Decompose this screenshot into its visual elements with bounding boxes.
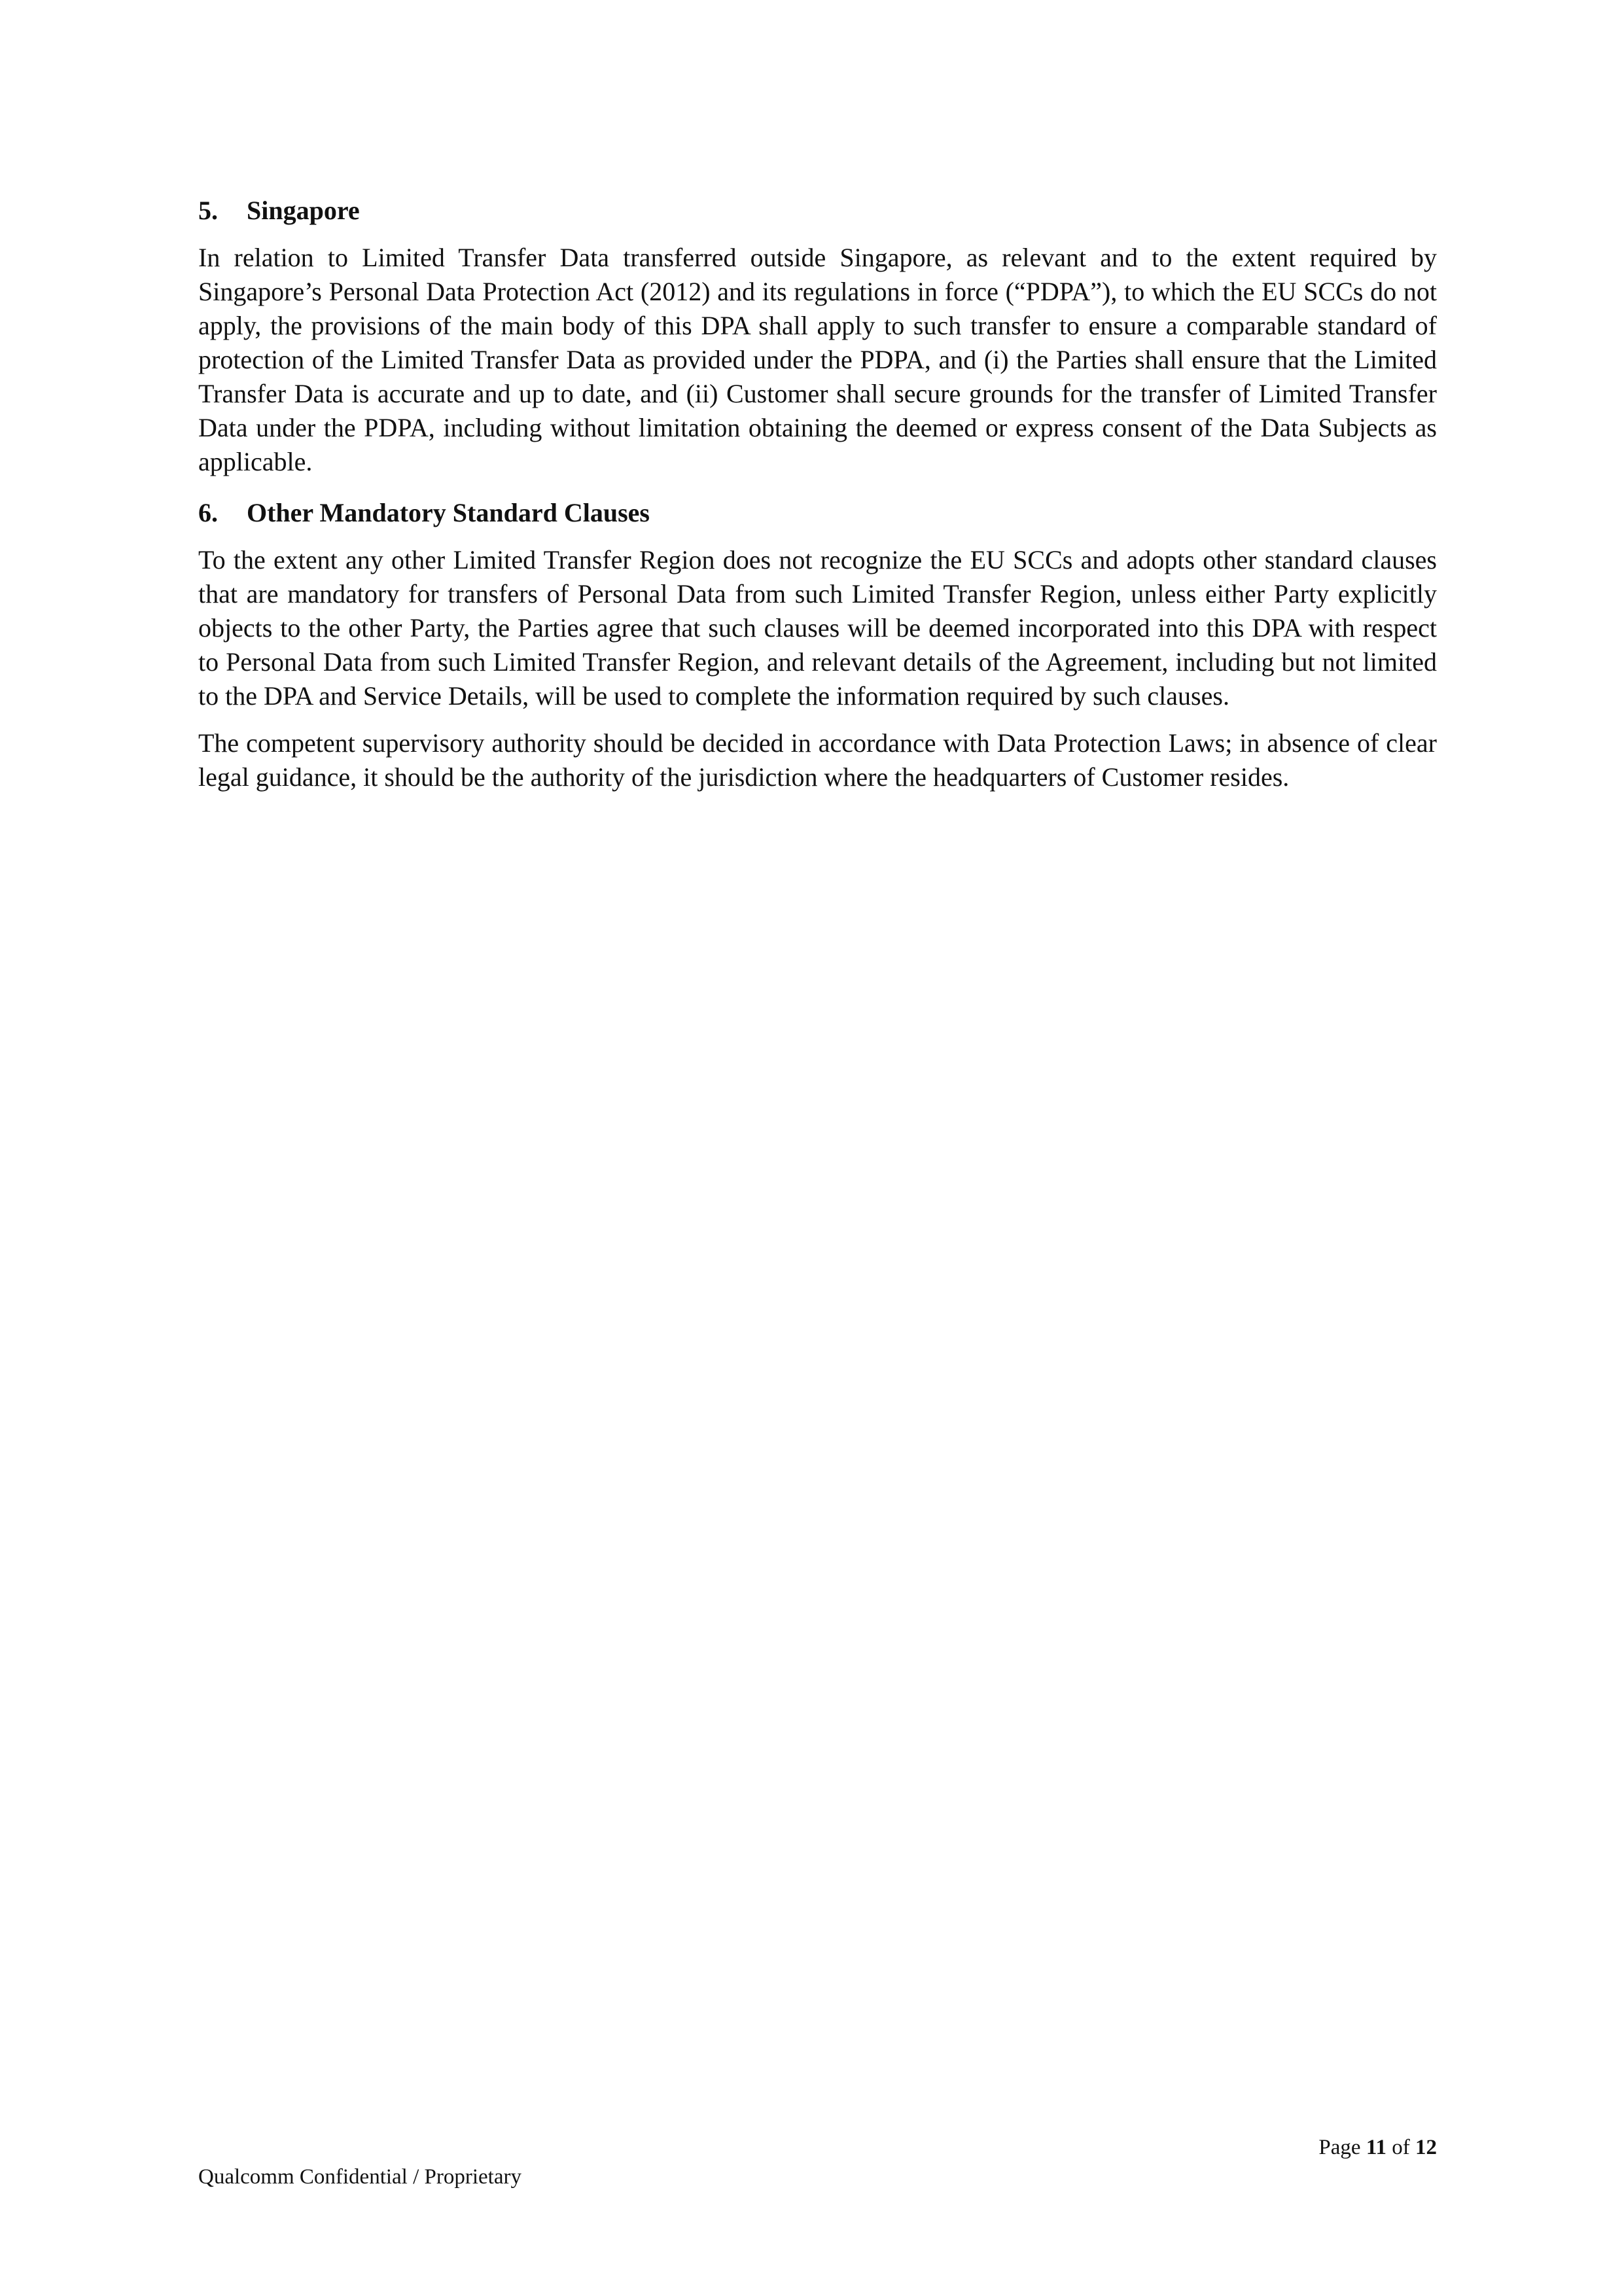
section-singapore bbox=[198, 194, 1437, 479]
section-title: Other Mandatory Standard Clauses bbox=[247, 498, 650, 527]
section-paragraph: In relation to Limited Transfer Data transferred outside Singapore, as relevant and to the extent required by Singapore’s Personal Data Protection Act (2012) and its regulations in force (“PDPA”), to which the EU SCCs do not apply, the provisions of the main body of this DPA shall apply to such transfer to ensure a comparable standard of protection of the Limited Transfer Data as provided under the PDPA, and (i) the Parties shall ensure that the Limited Transfer Data is accurate and up to date, and (ii) Customer shall secure grounds for the transfer of Limited Transfer Data under the PDPA, including without limitation obtaining the deemed or express consent of the Data Subjects as applicable. bbox=[198, 243, 1437, 476]
section-paragraph: To the extent any other Limited Transfer Region does not recognize the EU SCCs and adopts other standard clauses that are mandatory for transfers of Personal Data from such Limited Transfer Region, unless either Party explicitly objects to the other Party, the Parties agree that such clauses will be deemed incorporated into this DPA with respect to Personal Data from such Limited Transfer Region, and relevant details of the Agreement, including but not limited to the DPA and Service Details, will be used to complete the information required by such clauses. bbox=[198, 545, 1437, 711]
section-number: 5. bbox=[198, 196, 218, 225]
page-number bbox=[1318, 2134, 1437, 2161]
section-number: 6. bbox=[198, 498, 218, 527]
section-paragraph: The competent supervisory authority should be decided in accordance with Data Protection Laws; in absence of clear legal guidance, it should be the authority of the jurisdiction where the headquarters of Customer resides. bbox=[198, 728, 1437, 792]
page-label: Page bbox=[1318, 2136, 1361, 2159]
section-other-mandatory-standard-clauses bbox=[198, 496, 1437, 794]
section-heading bbox=[198, 194, 1437, 228]
page-current: 11 bbox=[1366, 2136, 1386, 2159]
confidentiality-notice: Qualcomm Confidential / Proprietary bbox=[198, 2165, 521, 2189]
page-of-label: of bbox=[1392, 2136, 1410, 2159]
page-content bbox=[198, 194, 1437, 807]
page-total: 12 bbox=[1415, 2136, 1437, 2159]
section-heading bbox=[198, 496, 1437, 530]
section-title: Singapore bbox=[247, 196, 360, 225]
